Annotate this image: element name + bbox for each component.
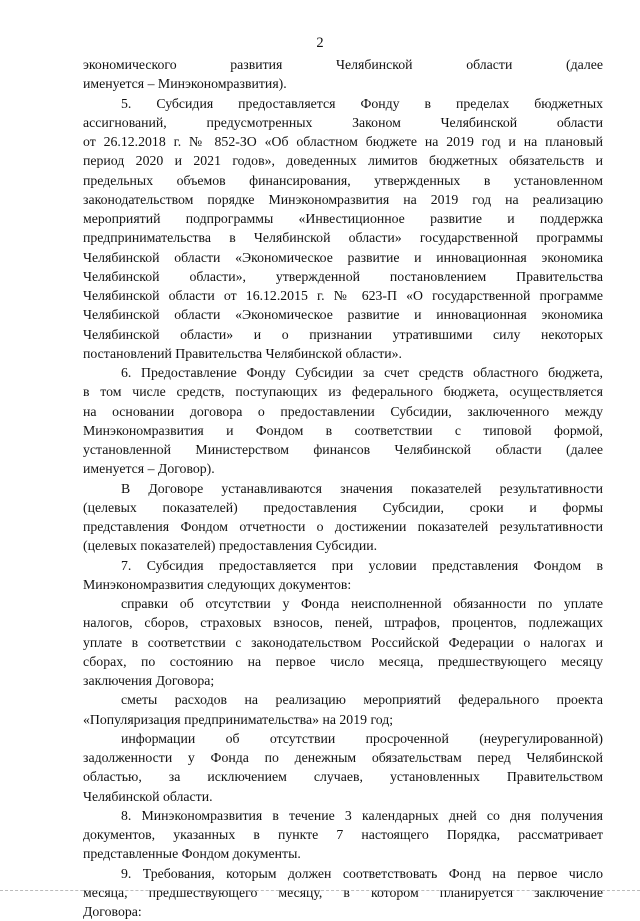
text-line: 5. Субсидия предоставляется Фонду в пределах бюджетных xyxy=(121,95,603,111)
document-body xyxy=(83,55,603,921)
text-line: законодательством порядке Минэкономразвития на 2019 год на реализацию xyxy=(83,191,603,207)
text-line: сметы расходов на реализацию мероприятий федерального проекта xyxy=(121,692,603,708)
text-line: налогов, сборов, страховых взносов, пеней, штрафов, процентов, подлежащих xyxy=(83,615,603,631)
text-line: Челябинской области» и о признании утратившими силу некоторых xyxy=(83,326,603,342)
text-line: справки об отсутствии у Фонда неисполненной обязанности по уплате xyxy=(121,596,603,611)
text-line: месяца, предшествующего месяцу, в котором планируется заключение xyxy=(83,884,603,900)
text-line: мероприятий подпрограммы «Инвестиционное развитие и поддержка xyxy=(83,211,603,226)
text-line: Челябинской области от 16.12.2015 г. № 623-П «О государственной программе xyxy=(83,288,603,303)
text-line: в том числе средств, поступающих из федерального бюджета, осуществляется xyxy=(83,384,603,400)
text-line: 7. Субсидия предоставляется при условии представления Фондом в xyxy=(121,557,603,573)
text-line: Челябинской области «Экономическое развитие и инновационная экономика xyxy=(83,249,603,265)
text-line: «Популяризация предпринимательства» на 2019 год; xyxy=(83,711,394,727)
text-line: заключения Договора; xyxy=(83,673,215,688)
text-line: уплате в соответствии с законодательством Российской Федерации о налогах и xyxy=(83,634,603,650)
text-line: Челябинской области», утвержденной постановлением Правительства xyxy=(83,268,603,284)
text-line: 9. Требования, которым должен соответствовать Фонд на первое число xyxy=(121,865,603,881)
text-line: документов, указанных в пункте 7 настоящего Порядка, рассматривает xyxy=(83,827,603,842)
text-line: информации об отсутствии просроченной (неурегулированной) xyxy=(121,730,603,746)
page-number: 2 xyxy=(316,35,324,51)
scan-edge-divider xyxy=(0,890,640,891)
text-line: Минэкономразвития и Фондом в соответствии с типовой формой, xyxy=(83,422,603,438)
text-line: постановлений Правительства Челябинской области». xyxy=(83,345,402,361)
text-line: именуется – Минэкономразвития). xyxy=(83,76,287,92)
text-line: областью, за исключением случаев, установленных Правительством xyxy=(83,769,603,785)
text-line: экономического развития Челябинской области (далее xyxy=(83,57,603,72)
text-line: на основании договора о предоставлении Субсидии, заключенного между xyxy=(83,403,603,419)
text-line: представленные Фондом документы. xyxy=(83,846,301,862)
text-line: задолженности у Фонда по денежным обязательствам перед Челябинской xyxy=(83,750,603,765)
text-line: Договора: xyxy=(83,904,142,919)
text-line: именуется – Договор). xyxy=(83,461,215,477)
text-line: предельных объемов финансирования, утвержденных в установленном xyxy=(83,172,603,188)
text-line: 8. Минэкономразвития в течение 3 календарных дней со дня получения xyxy=(121,807,603,823)
text-line: ассигнований, предусмотренных Законом Челябинской области xyxy=(83,114,603,130)
text-line: (целевых показателей) предоставления Субсидии, сроки и формы xyxy=(83,499,603,515)
text-line: Минэкономразвития следующих документов: xyxy=(83,576,352,592)
text-line: В Договоре устанавливаются значения показателей результативности xyxy=(121,480,603,496)
text-line: от 26.12.2018 г. № 852-ЗО «Об областном бюджете на 2019 год и на плановый xyxy=(83,134,603,149)
text-line: предпринимательства в Челябинской области» государственной программы xyxy=(83,230,603,246)
text-line: сборах, по состоянию на первое число месяца, предшествующего месяцу xyxy=(83,653,603,669)
text-line: установленной Министерством финансов Челябинской области (далее xyxy=(83,442,603,457)
text-line: представления Фондом отчетности о достижении показателей результативности xyxy=(83,519,603,534)
text-line: Челябинской области. xyxy=(83,788,213,804)
text-line: (целевых показателей) предоставления Субсидии. xyxy=(83,538,378,554)
text-line: Челябинской области «Экономическое развитие и инновационная экономика xyxy=(83,307,603,323)
text-line: 6. Предоставление Фонду Субсидии за счет средств областного бюджета, xyxy=(121,365,603,380)
text-line: период 2020 и 2021 годов», доведенных лимитов бюджетных обязательств и xyxy=(83,153,603,169)
